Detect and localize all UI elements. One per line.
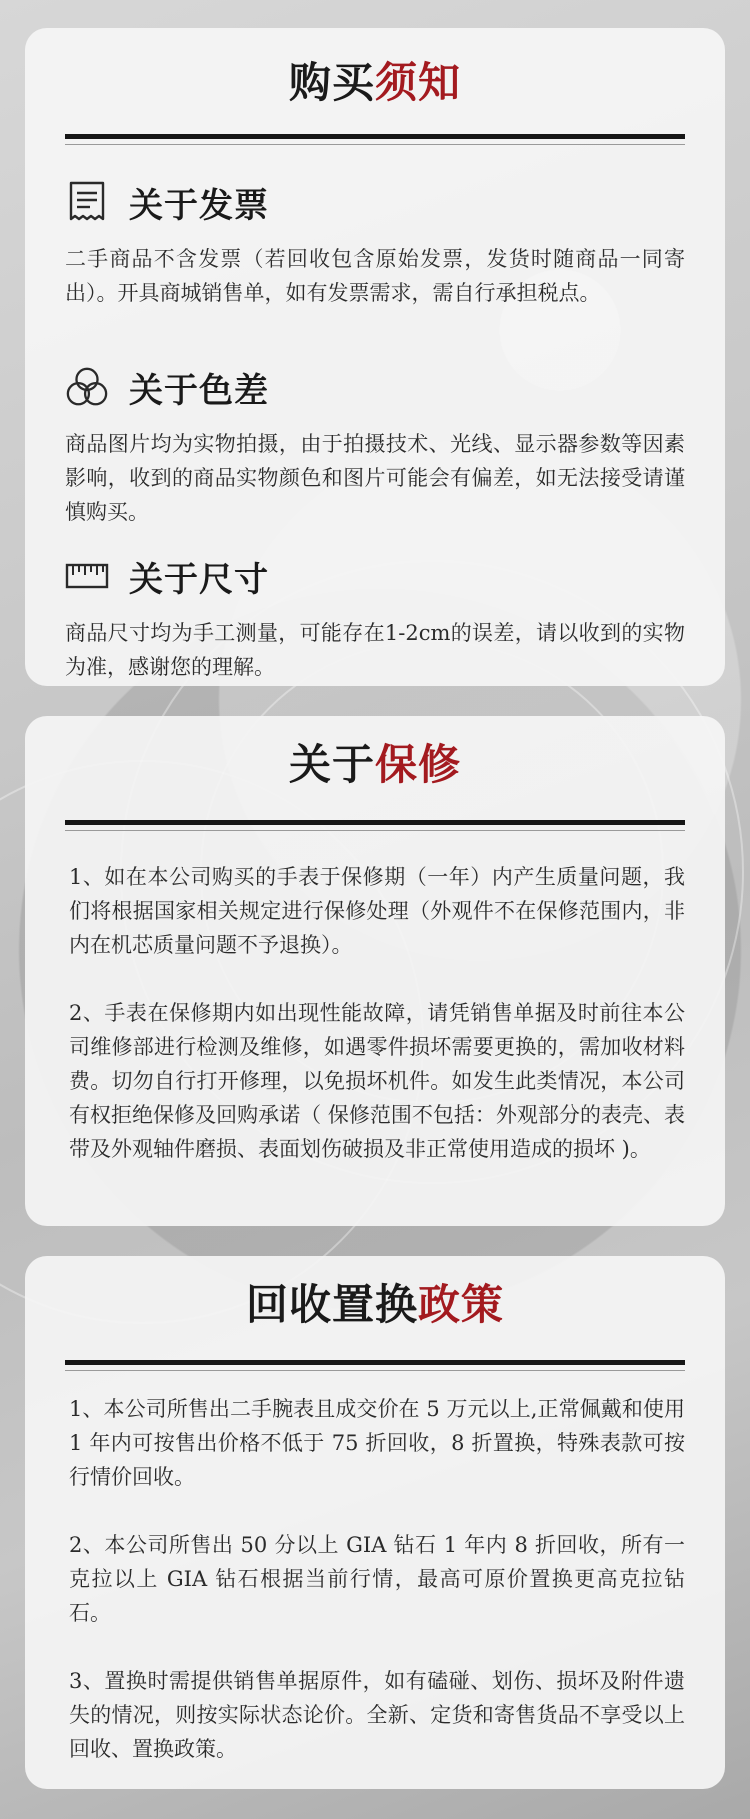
- purchase-notice-card: [25, 28, 725, 686]
- trade-in-title: [25, 1278, 725, 1332]
- title-divider: [65, 1360, 685, 1371]
- title-divider: [65, 134, 685, 145]
- warranty-card: [25, 716, 725, 1226]
- color-section: [65, 363, 685, 529]
- trade-in-paragraph-1: 1、本公司所售出二手腕表且成交价在 5 万元以上,正常佩戴和使用 1 年内可按售出价格不低于 75 折回收，8 折置换，特殊表款可按行情价回收。: [69, 1397, 685, 1489]
- title-accent-text: 须知: [375, 58, 462, 107]
- warranty-paragraph-1: 1、如在本公司购买的手表于保修期（一年）内产生质量问题，我们将根据国家相关规定进行保修处理（外观件不在保修范围内，非内在机芯质量问题不予退换）。: [69, 865, 685, 957]
- invoice-text: 二手商品不含发票（若回收包含原始发票，发货时随商品一同寄出）。开具商城销售单，如有发票需求，需自行承担税点。: [65, 247, 685, 305]
- title-main-text: 购买: [288, 58, 375, 107]
- title-accent-text: 保修: [375, 740, 462, 789]
- warranty-paragraph-2: 2、手表在保修期内如出现性能故障，请凭销售单据及时前往本公司维修部进行检测及维修，如遇零件损坏需要更换的，需加收材料费。切勿自行打开修理，以免损坏机件。如发生此类情况，本公司有权拒绝保修及回购承诺（ 保修范围不包括：外观部分的表壳、表带及外观轴件磨损、表面划伤破损及非正常使用造成的损坏 )。: [69, 1001, 685, 1161]
- trade-in-card: [25, 1256, 725, 1789]
- title-divider: [65, 820, 685, 831]
- title-main-text: 回收置换: [245, 1280, 418, 1329]
- title-accent-text: 政策: [418, 1280, 505, 1329]
- ruler-icon: [65, 554, 109, 598]
- receipt-icon: [65, 180, 109, 224]
- color-circles-icon: [65, 365, 109, 409]
- color-heading: 关于色差: [129, 370, 269, 411]
- size-section: [65, 552, 685, 684]
- trade-in-paragraph-3: 3、置换时需提供销售单据原件，如有磕碰、划伤、损坏及附件遗失的情况，则按实际状态论价。全新、定货和寄售货品不享受以上回收、置换政策。: [69, 1669, 685, 1761]
- size-text: 商品尺寸均为手工测量，可能存在1-2cm的误差，请以收到的实物为准，感谢您的理解。: [65, 621, 685, 679]
- size-heading: 关于尺寸: [129, 559, 269, 600]
- color-text: 商品图片均为实物拍摄，由于拍摄技术、光线、显示器参数等因素影响，收到的商品实物颜色和图片可能会有偏差，如无法接受请谨慎购买。: [65, 432, 685, 524]
- trade-in-paragraph-2: 2、本公司所售出 50 分以上 GIA 钻石 1 年内 8 折回收，所有一克拉以上 GIA 钻石根据当前行情，最高可原价置换更高克拉钻石。: [69, 1533, 685, 1625]
- purchase-notice-title: [25, 56, 725, 110]
- warranty-title: [25, 738, 725, 792]
- invoice-heading: 关于发票: [129, 185, 269, 226]
- invoice-section: [65, 178, 685, 310]
- title-main-text: 关于: [288, 740, 375, 789]
